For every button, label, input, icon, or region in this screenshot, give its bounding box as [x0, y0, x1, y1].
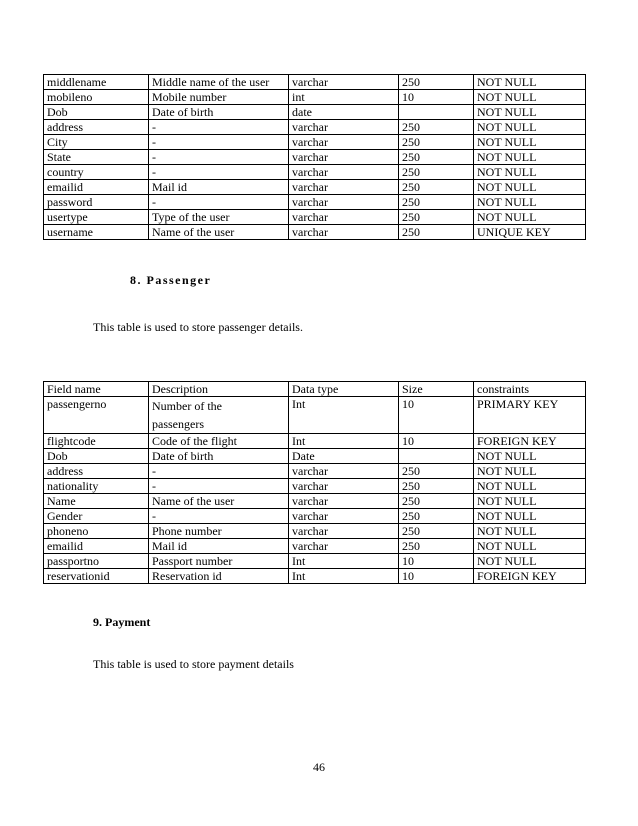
cell-type: varchar — [289, 120, 399, 135]
cell-size: 10 — [399, 434, 474, 449]
cell-constraint: FOREIGN KEY — [474, 434, 586, 449]
cell-constraint: NOT NULL — [474, 479, 586, 494]
cell-type: varchar — [289, 210, 399, 225]
cell-description: Code of the flight — [149, 434, 289, 449]
cell-field: State — [44, 150, 149, 165]
cell-constraint: NOT NULL — [474, 75, 586, 90]
cell-description: - — [149, 135, 289, 150]
cell-constraint: NOT NULL — [474, 554, 586, 569]
table-row — [44, 479, 586, 494]
cell-size: 250 — [399, 225, 474, 240]
table-row — [44, 449, 586, 464]
cell-type: int — [289, 90, 399, 105]
cell-field: usertype — [44, 210, 149, 225]
cell-size — [399, 449, 474, 464]
header-constraints: constraints — [474, 382, 586, 397]
cell-size: 250 — [399, 120, 474, 135]
cell-constraint: NOT NULL — [474, 449, 586, 464]
cell-constraint: NOT NULL — [474, 464, 586, 479]
cell-size: 250 — [399, 180, 474, 195]
table-row — [44, 494, 586, 509]
cell-field: passengerno — [44, 397, 149, 434]
cell-type: varchar — [289, 165, 399, 180]
cell-description: Name of the user — [149, 494, 289, 509]
cell-type: Int — [289, 434, 399, 449]
cell-constraint: NOT NULL — [474, 539, 586, 554]
table-row — [44, 180, 586, 195]
cell-size: 250 — [399, 150, 474, 165]
table-row — [44, 195, 586, 210]
cell-size: 250 — [399, 135, 474, 150]
cell-type: varchar — [289, 509, 399, 524]
cell-description: - — [149, 165, 289, 180]
cell-constraint: NOT NULL — [474, 150, 586, 165]
cell-field: Dob — [44, 105, 149, 120]
cell-type: varchar — [289, 524, 399, 539]
table-row — [44, 397, 586, 434]
passenger-table-body — [44, 382, 586, 434]
cell-field: Dob — [44, 449, 149, 464]
cell-description: Passport number — [149, 554, 289, 569]
user-table-body — [44, 75, 586, 240]
table-row — [44, 524, 586, 539]
table-row — [44, 569, 586, 584]
cell-description: - — [149, 195, 289, 210]
table-row — [44, 554, 586, 569]
cell-description: Middle name of the user — [149, 75, 289, 90]
cell-constraint: FOREIGN KEY — [474, 569, 586, 584]
cell-field: City — [44, 135, 149, 150]
table-row — [44, 539, 586, 554]
cell-size: 10 — [399, 90, 474, 105]
cell-constraint: NOT NULL — [474, 90, 586, 105]
table-row — [44, 434, 586, 449]
cell-field: password — [44, 195, 149, 210]
cell-size — [399, 105, 474, 120]
section-9-heading: 9. Payment — [93, 615, 151, 629]
cell-description: Type of the user — [149, 210, 289, 225]
cell-constraint: NOT NULL — [474, 120, 586, 135]
table-row — [44, 75, 586, 90]
header-description: Description — [149, 382, 289, 397]
cell-type: date — [289, 105, 399, 120]
cell-type: Int — [289, 397, 399, 434]
cell-field: nationality — [44, 479, 149, 494]
cell-description: - — [149, 509, 289, 524]
section-9-description: This table is used to store payment details — [93, 657, 294, 671]
cell-size: 250 — [399, 539, 474, 554]
table-row — [44, 120, 586, 135]
cell-description: - — [149, 479, 289, 494]
cell-constraint: UNIQUE KEY — [474, 225, 586, 240]
cell-description: Reservation id — [149, 569, 289, 584]
cell-size: 250 — [399, 464, 474, 479]
passenger-table-header — [44, 382, 586, 397]
cell-type: Date — [289, 449, 399, 464]
cell-type: varchar — [289, 494, 399, 509]
section-8-heading: 8. Passenger — [130, 273, 212, 287]
table-row — [44, 90, 586, 105]
cell-constraint: NOT NULL — [474, 195, 586, 210]
table-row — [44, 150, 586, 165]
cell-description: - — [149, 150, 289, 165]
cell-description: - — [149, 464, 289, 479]
cell-constraint: PRIMARY KEY — [474, 397, 586, 434]
cell-description: Mobile number — [149, 90, 289, 105]
cell-constraint: NOT NULL — [474, 180, 586, 195]
cell-description: Date of birth — [149, 449, 289, 464]
cell-size: 10 — [399, 397, 474, 434]
user-table — [43, 74, 586, 240]
cell-constraint: NOT NULL — [474, 509, 586, 524]
cell-constraint: NOT NULL — [474, 105, 586, 120]
cell-type: Int — [289, 569, 399, 584]
cell-field: username — [44, 225, 149, 240]
page-number: 46 — [313, 760, 325, 774]
cell-field: Gender — [44, 509, 149, 524]
cell-field: emailid — [44, 539, 149, 554]
cell-field: address — [44, 120, 149, 135]
table-row — [44, 105, 586, 120]
passenger-table-rows — [44, 434, 586, 584]
cell-field: middlename — [44, 75, 149, 90]
cell-description-line2: passengers — [152, 417, 204, 431]
cell-field: Name — [44, 494, 149, 509]
cell-type: varchar — [289, 135, 399, 150]
cell-type: varchar — [289, 180, 399, 195]
cell-type: varchar — [289, 195, 399, 210]
cell-field: passportno — [44, 554, 149, 569]
cell-type: varchar — [289, 479, 399, 494]
table-row — [44, 509, 586, 524]
cell-description: Mail id — [149, 539, 289, 554]
table-row — [44, 135, 586, 150]
cell-type: Int — [289, 554, 399, 569]
cell-description: Date of birth — [149, 105, 289, 120]
cell-size: 250 — [399, 494, 474, 509]
cell-field: flightcode — [44, 434, 149, 449]
header-field-name: Field name — [44, 382, 149, 397]
cell-size: 250 — [399, 509, 474, 524]
header-data-type: Data type — [289, 382, 399, 397]
cell-field: reservationid — [44, 569, 149, 584]
cell-field: phoneno — [44, 524, 149, 539]
cell-type: varchar — [289, 225, 399, 240]
cell-description: - — [149, 120, 289, 135]
cell-constraint: NOT NULL — [474, 165, 586, 180]
cell-field: address — [44, 464, 149, 479]
cell-size: 10 — [399, 554, 474, 569]
cell-description: Name of the user — [149, 225, 289, 240]
cell-size: 10 — [399, 569, 474, 584]
table-row — [44, 165, 586, 180]
cell-constraint: NOT NULL — [474, 135, 586, 150]
cell-type: varchar — [289, 150, 399, 165]
cell-description-line1: Number of the — [152, 399, 222, 413]
cell-size: 250 — [399, 75, 474, 90]
table-row — [44, 225, 586, 240]
cell-constraint: NOT NULL — [474, 494, 586, 509]
cell-description: Mail id — [149, 180, 289, 195]
cell-type: varchar — [289, 75, 399, 90]
table-row — [44, 464, 586, 479]
passenger-table — [43, 381, 586, 584]
cell-constraint: NOT NULL — [474, 210, 586, 225]
cell-size: 250 — [399, 165, 474, 180]
cell-size: 250 — [399, 479, 474, 494]
cell-description: Phone number — [149, 524, 289, 539]
cell-field: emailid — [44, 180, 149, 195]
cell-type: varchar — [289, 464, 399, 479]
cell-field: country — [44, 165, 149, 180]
cell-size: 250 — [399, 195, 474, 210]
section-8-description: This table is used to store passenger details. — [93, 320, 303, 334]
header-size: Size — [399, 382, 474, 397]
cell-type: varchar — [289, 539, 399, 554]
cell-constraint: NOT NULL — [474, 524, 586, 539]
cell-size: 250 — [399, 524, 474, 539]
cell-description — [149, 397, 289, 434]
cell-field: mobileno — [44, 90, 149, 105]
cell-size: 250 — [399, 210, 474, 225]
table-row — [44, 210, 586, 225]
